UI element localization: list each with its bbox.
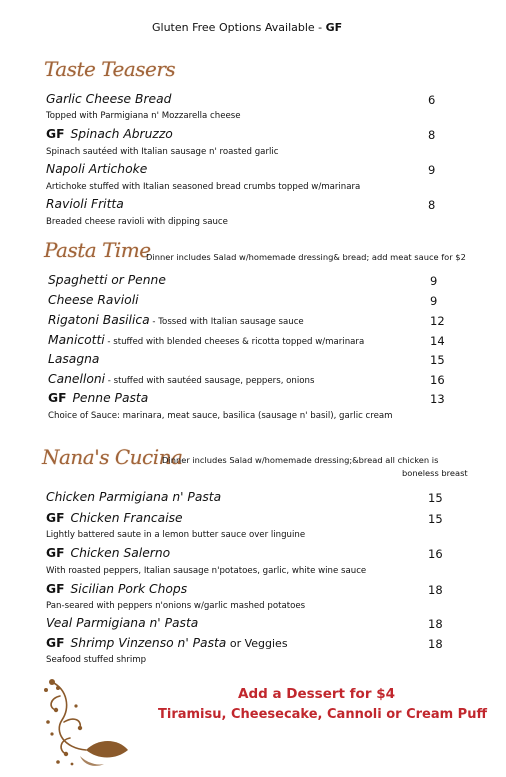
section-title-nanas-cucina: Nana's Cucina (42, 445, 183, 469)
section-note: Dinner includes Salad w/homemade dressing;&bread all chicken is (162, 455, 439, 465)
item-title: Sicilian Pork Chops (70, 582, 188, 596)
item-title: Shrimp Vinzenso n' Pasta (70, 636, 227, 650)
gf-badge: GF (46, 127, 65, 141)
menu-item-description: Topped with Parmigiana n' Mozzarella cheese (46, 111, 241, 121)
gf-badge: GF (46, 582, 65, 596)
menu-item-name: Garlic Cheese Bread (46, 92, 172, 106)
menu-item-price: 12 (430, 314, 445, 328)
item-title: Rigatoni Basilica (48, 313, 150, 327)
menu-item-name: Ravioli Fritta (46, 197, 124, 211)
item-title: Canelloni (48, 372, 106, 386)
menu-item-price: 15 (428, 512, 443, 526)
menu-item-price: 13 (430, 392, 445, 406)
menu-item-name: Napoli Artichoke (46, 162, 148, 176)
sauce-choice-note: Choice of Sauce: marinara, meat sauce, basilica (sausage n' basil), garlic cream (48, 411, 393, 421)
item-title: Spinach Abruzzo (70, 127, 173, 141)
menu-item-price: 8 (428, 128, 436, 142)
menu-item-name: Lasagna (48, 352, 100, 366)
menu-item-name (46, 582, 187, 596)
menu-item-name (46, 546, 170, 560)
menu-item-description: Breaded cheese ravioli with dipping sauce (46, 217, 228, 227)
section-note-continued: boneless breast (402, 468, 468, 478)
menu-item-name (48, 391, 148, 405)
gluten-free-banner (152, 21, 342, 34)
gf-badge: GF (46, 511, 65, 525)
menu-item-name (46, 636, 288, 650)
item-title: Chicken Francaise (70, 511, 183, 525)
menu-item-price: 16 (430, 373, 445, 387)
menu-item-name (46, 511, 183, 525)
section-note: Dinner includes Salad w/homemade dressing& bread; add meat sauce for $2 (146, 252, 466, 262)
menu-item-price: 18 (428, 583, 443, 597)
gluten-free-abbrev: GF (325, 21, 343, 34)
gf-badge: GF (48, 391, 67, 405)
menu-item-price: 8 (428, 198, 436, 212)
menu-item-name (48, 372, 314, 386)
menu-item-name (46, 127, 173, 141)
section-title-taste-teasers: Taste Teasers (44, 57, 176, 81)
gf-badge: GF (46, 546, 65, 560)
menu-item-name: Chicken Parmigiana n' Pasta (46, 490, 222, 504)
menu-item-price: 9 (430, 274, 438, 288)
menu-item-name (48, 313, 304, 327)
menu-item-name: Cheese Ravioli (48, 293, 139, 307)
menu-item-description: Spinach sautéed with Italian sausage n' roasted garlic (46, 147, 279, 157)
menu-item-name: Spaghetti or Penne (48, 273, 166, 287)
menu-item-price: 18 (428, 617, 443, 631)
menu-item-description: Seafood stuffed shrimp (46, 655, 147, 665)
item-option-text: or Veggies (226, 637, 288, 650)
item-inline-description: - stuffed with sautéed sausage, peppers, onions (105, 376, 315, 386)
menu-item-price: 18 (428, 637, 443, 651)
section-title-pasta-time: Pasta Time (44, 238, 151, 262)
menu-item-name: Veal Parmigiana n' Pasta (46, 616, 199, 630)
menu-item-price: 14 (430, 334, 445, 348)
menu-item-price: 9 (428, 163, 436, 177)
floral-ornament-icon (40, 676, 136, 768)
menu-item-description: Artichoke stuffed with Italian seasoned bread crumbs topped w/marinara (46, 182, 361, 192)
dessert-options: Tiramisu, Cheesecake, Cannoli or Cream Puff (158, 707, 487, 722)
menu-item-description: Lightly battered saute in a lemon butter sauce over linguine (46, 530, 306, 540)
menu-item-description: Pan-seared with peppers n'onions w/garlic mashed potatoes (46, 601, 306, 611)
item-title: Manicotti (48, 333, 105, 347)
menu-item-price: 16 (428, 547, 443, 561)
menu-item-price: 9 (430, 294, 438, 308)
item-inline-description: - Tossed with Italian sausage sauce (149, 317, 304, 327)
menu-item-price: 15 (428, 491, 443, 505)
dessert-offer-heading: Add a Dessert for $4 (238, 686, 395, 702)
menu-item-price: 15 (430, 353, 445, 367)
item-title: Chicken Salerno (70, 546, 171, 560)
gf-badge: GF (46, 636, 65, 650)
item-title: Penne Pasta (72, 391, 149, 405)
menu-item-name (48, 333, 364, 347)
item-inline-description: - stuffed with blended cheeses & ricotta topped w/marinara (104, 337, 365, 347)
menu-item-description: With roasted peppers, Italian sausage n'potatoes, garlic, white wine sauce (46, 566, 367, 576)
gluten-free-text: Gluten Free Options Available - (152, 21, 326, 34)
menu-item-price: 6 (428, 93, 436, 107)
